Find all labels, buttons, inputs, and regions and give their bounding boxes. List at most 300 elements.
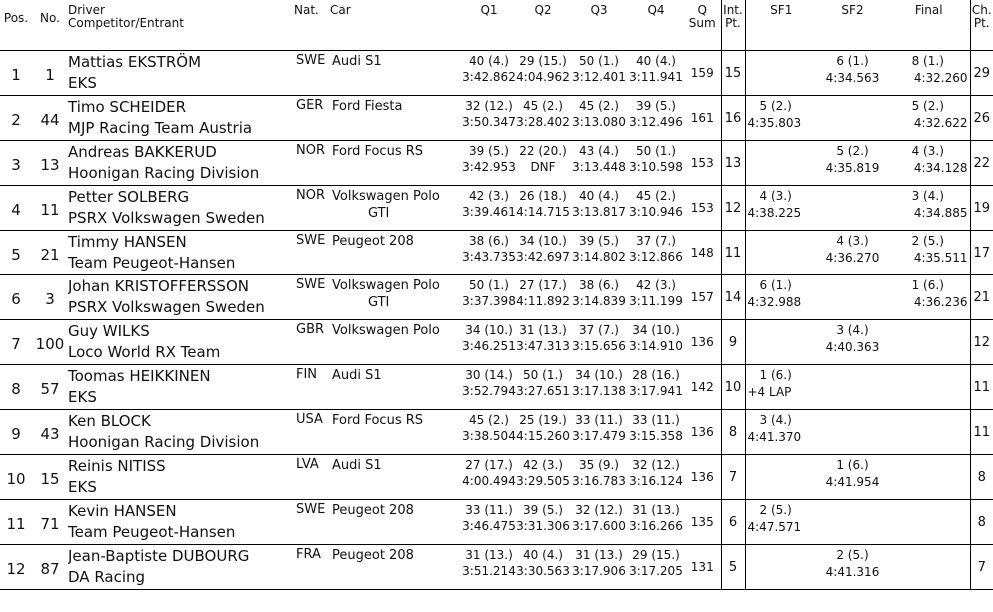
- heat-time: 3:15.656: [572, 339, 626, 354]
- col-q3: Q3: [570, 0, 628, 51]
- heat-time: 3:17.205: [629, 563, 683, 578]
- intermediate-points: 6: [721, 499, 745, 544]
- semi-final-2: [817, 275, 888, 320]
- championship-points: 7: [970, 544, 993, 589]
- car-number: 44: [32, 95, 68, 140]
- sf2-time: 4:40.363: [825, 340, 880, 355]
- heat-q1: [462, 185, 516, 230]
- heat-q2: [516, 140, 570, 185]
- col-int-label-1: Int.: [723, 3, 743, 17]
- col-car: Car: [330, 0, 462, 51]
- heat-q4: [628, 365, 684, 410]
- nationality: SWE: [294, 51, 330, 96]
- car-cell: [330, 544, 462, 589]
- entrant-name: Hoonigan Racing Division: [68, 433, 260, 452]
- heat-q3: [570, 185, 628, 230]
- heat-points: 38 (6.): [469, 233, 509, 248]
- final-time: 4:36.236: [913, 295, 968, 310]
- heat-points: 40 (4.): [579, 188, 619, 203]
- car-model: Peugeot 208: [332, 547, 414, 563]
- position: 7: [0, 320, 32, 365]
- sf2-time: 4:35.819: [825, 160, 880, 175]
- heat-points: 27 (17.): [519, 278, 567, 293]
- heat-q2: [516, 185, 570, 230]
- heat-time: 3:30.563: [516, 563, 570, 578]
- nationality: NOR: [294, 140, 330, 185]
- heat-time: 3:28.402: [516, 114, 570, 129]
- final-result: [888, 275, 970, 320]
- car-cell: [330, 410, 462, 455]
- heat-points: 45 (2.): [469, 413, 509, 428]
- car-cell: [330, 320, 462, 365]
- qualifying-sum: 136: [684, 410, 721, 455]
- driver-cell: [68, 95, 294, 140]
- heat-points: 38 (6.): [579, 278, 619, 293]
- final-result: [888, 185, 970, 230]
- heat-points: 33 (11.): [632, 413, 680, 428]
- nationality: LVA: [294, 455, 330, 500]
- header-row: [0, 0, 993, 51]
- heat-points: 31 (13.): [632, 502, 680, 517]
- car-number: 87: [32, 544, 68, 589]
- semi-final-2: [817, 499, 888, 544]
- heat-points: 35 (9.): [579, 458, 619, 473]
- sf2-points: 6 (1.): [836, 54, 869, 68]
- sf1-points: 3 (4.): [759, 413, 792, 428]
- intermediate-points: 10: [721, 365, 745, 410]
- sf2-time: 4:41.316: [825, 564, 880, 579]
- table-row: [0, 140, 993, 185]
- heat-q2: [516, 51, 570, 96]
- car-model: Volkswagen Polo: [332, 188, 440, 204]
- heat-q3: [570, 275, 628, 320]
- heat-points: 28 (16.): [632, 368, 680, 383]
- sf1-time: 4:38.225: [747, 205, 802, 220]
- intermediate-points: 5: [721, 544, 745, 589]
- heat-points: 50 (1.): [579, 54, 619, 68]
- heat-q2: [516, 544, 570, 589]
- heat-q1: [462, 51, 516, 96]
- col-qsum-label-2: Sum: [688, 16, 716, 30]
- heat-time: 3:42.697: [516, 249, 570, 264]
- heat-points: 40 (4.): [636, 54, 676, 68]
- sf1-points: 6 (1.): [759, 278, 792, 293]
- heat-points: 29 (15.): [632, 547, 680, 562]
- heat-q3: [570, 365, 628, 410]
- driver-name: Guy WILKS: [68, 322, 150, 341]
- heat-points: 34 (10.): [465, 323, 513, 338]
- intermediate-points: 8: [721, 410, 745, 455]
- heat-points: 42 (3.): [636, 278, 676, 293]
- driver-cell: [68, 140, 294, 185]
- col-driver-label: Driver: [68, 3, 105, 17]
- col-q1: Q1: [462, 0, 516, 51]
- heat-q1: [462, 410, 516, 455]
- car-model: Volkswagen Polo: [332, 323, 440, 339]
- heat-q4: [628, 275, 684, 320]
- final-time: 4:32.622: [913, 115, 968, 130]
- championship-points: 12: [970, 320, 993, 365]
- heat-points: 31 (13.): [465, 547, 513, 562]
- driver-cell: [68, 185, 294, 230]
- car-model: Volkswagen Polo: [332, 278, 440, 294]
- heat-points: 32 (12.): [465, 98, 513, 113]
- table-row: [0, 320, 993, 365]
- car-number: 100: [32, 320, 68, 365]
- car-model-line2: GTI: [368, 295, 390, 311]
- heat-points: 42 (3.): [469, 188, 509, 203]
- heat-time: 3:50.347: [462, 114, 516, 129]
- nationality: GER: [294, 95, 330, 140]
- semi-final-2: [817, 95, 888, 140]
- heat-points: 27 (17.): [465, 458, 513, 473]
- driver-name: Toomas HEIKKINEN: [68, 367, 211, 386]
- semi-final-1: [745, 365, 817, 410]
- sf1-time: 4:32.988: [747, 295, 802, 310]
- table-row: [0, 51, 993, 96]
- heat-time: 3:51.214: [462, 563, 516, 578]
- final-result: [888, 230, 970, 275]
- car-number: 3: [32, 275, 68, 320]
- heat-time: 3:13.080: [572, 114, 626, 129]
- heat-q3: [570, 230, 628, 275]
- heat-q3: [570, 95, 628, 140]
- heat-q4: [628, 140, 684, 185]
- entrant-name: MJP Racing Team Austria: [68, 118, 253, 137]
- championship-points: 11: [970, 365, 993, 410]
- heat-q1: [462, 320, 516, 365]
- car-cell: [330, 140, 462, 185]
- heat-time: 3:13.817: [572, 204, 626, 219]
- col-driver: [68, 0, 294, 51]
- heat-q1: [462, 95, 516, 140]
- position: 1: [0, 51, 32, 96]
- heat-q3: [570, 140, 628, 185]
- car-number: 71: [32, 499, 68, 544]
- semi-final-1: [745, 275, 817, 320]
- col-no: No.: [32, 0, 68, 51]
- heat-time: 4:11.892: [516, 294, 570, 309]
- final-points: 8 (1.): [911, 54, 944, 68]
- qualifying-sum: 142: [684, 365, 721, 410]
- heat-q1: [462, 455, 516, 500]
- heat-points: 50 (1.): [636, 143, 676, 158]
- car-model: Ford Fiesta: [332, 98, 403, 114]
- intermediate-points: 7: [721, 455, 745, 500]
- heat-time: 3:42.862: [462, 70, 516, 84]
- position: 5: [0, 230, 32, 275]
- semi-final-2: [817, 410, 888, 455]
- heat-q3: [570, 51, 628, 96]
- car-model: Peugeot 208: [332, 233, 414, 249]
- sf2-points: 4 (3.): [836, 233, 869, 248]
- heat-points: 43 (4.): [579, 143, 619, 158]
- semi-final-1: [745, 230, 817, 275]
- heat-q4: [628, 499, 684, 544]
- heat-time: 3:37.398: [462, 294, 516, 309]
- qualifying-sum: 148: [684, 230, 721, 275]
- heat-time: 3:43.735: [462, 249, 516, 264]
- heat-points: 39 (5.): [469, 143, 509, 158]
- heat-time: 3:11.199: [629, 294, 683, 309]
- heat-time: 3:52.794: [462, 384, 516, 399]
- heat-time: 3:27.651: [516, 384, 570, 399]
- intermediate-points: 14: [721, 275, 745, 320]
- sf2-points: 5 (2.): [836, 143, 869, 158]
- heat-time: 3:11.941: [629, 70, 683, 84]
- driver-cell: [68, 499, 294, 544]
- position: 6: [0, 275, 32, 320]
- intermediate-points: 15: [721, 51, 745, 96]
- heat-points: 31 (13.): [575, 547, 623, 562]
- heat-q4: [628, 95, 684, 140]
- table-row: [0, 544, 993, 589]
- final-result: [888, 455, 970, 500]
- intermediate-points: 16: [721, 95, 745, 140]
- car-model: Ford Focus RS: [332, 413, 424, 429]
- col-int-label-2: Pt.: [725, 16, 741, 30]
- heat-points: 34 (10.): [632, 323, 680, 338]
- semi-final-1: [745, 140, 817, 185]
- championship-points: 19: [970, 185, 993, 230]
- position: 10: [0, 455, 32, 500]
- championship-points: 22: [970, 140, 993, 185]
- sf2-time: 4:41.954: [825, 475, 880, 490]
- heat-q1: [462, 499, 516, 544]
- nationality: SWE: [294, 230, 330, 275]
- heat-time: DNF: [530, 159, 556, 174]
- heat-q4: [628, 185, 684, 230]
- final-result: [888, 544, 970, 589]
- heat-q2: [516, 455, 570, 500]
- sf1-points: 4 (3.): [759, 188, 792, 203]
- heat-time: 3:10.946: [629, 204, 683, 219]
- heat-time: 4:14.715: [516, 204, 570, 219]
- driver-name: Ken BLOCK: [68, 412, 151, 431]
- heat-time: 3:14.839: [572, 294, 626, 309]
- intermediate-points: 13: [721, 140, 745, 185]
- driver-cell: [68, 275, 294, 320]
- heat-time: 3:17.941: [629, 384, 683, 399]
- heat-points: 40 (4.): [469, 54, 509, 68]
- heat-q3: [570, 455, 628, 500]
- heat-points: 32 (12.): [575, 502, 623, 517]
- heat-time: 4:15.260: [516, 429, 570, 444]
- driver-cell: [68, 544, 294, 589]
- entrant-name: EKS: [68, 388, 97, 407]
- driver-name: Kevin HANSEN: [68, 501, 177, 520]
- qualifying-sum: 135: [684, 499, 721, 544]
- heat-q4: [628, 455, 684, 500]
- semi-final-1: [745, 499, 817, 544]
- championship-points: 29: [970, 51, 993, 96]
- driver-name: Jean-Baptiste DUBOURG: [68, 546, 250, 565]
- driver-name: Reinis NITISS: [68, 457, 166, 476]
- entrant-name: PSRX Volkswagen Sweden: [68, 298, 265, 317]
- nationality: FRA: [294, 544, 330, 589]
- car-cell: [330, 365, 462, 410]
- championship-points: 17: [970, 230, 993, 275]
- final-time: 4:34.128: [913, 160, 968, 175]
- final-result: [888, 410, 970, 455]
- final-time: 4:34.885: [913, 205, 968, 220]
- final-time: 4:35.511: [913, 250, 968, 265]
- table-row: [0, 95, 993, 140]
- heat-time: 3:12.401: [572, 70, 626, 84]
- car-model: Audi S1: [332, 458, 382, 474]
- intermediate-points: 12: [721, 185, 745, 230]
- entrant-name: PSRX Volkswagen Sweden: [68, 208, 265, 227]
- car-cell: [330, 51, 462, 96]
- championship-points: 26: [970, 95, 993, 140]
- heat-points: 39 (5.): [636, 98, 676, 113]
- heat-q1: [462, 365, 516, 410]
- heat-q2: [516, 410, 570, 455]
- heat-q2: [516, 275, 570, 320]
- semi-final-1: [745, 95, 817, 140]
- heat-q4: [628, 320, 684, 365]
- col-ch: [970, 0, 993, 51]
- heat-time: 3:13.448: [572, 159, 626, 174]
- heat-q4: [628, 544, 684, 589]
- table-row: [0, 185, 993, 230]
- heat-q3: [570, 320, 628, 365]
- heat-time: 3:31.306: [516, 518, 570, 533]
- car-cell: [330, 185, 462, 230]
- final-result: [888, 51, 970, 96]
- heat-points: 42 (3.): [523, 458, 563, 473]
- position: 11: [0, 499, 32, 544]
- heat-time: 3:17.138: [572, 384, 626, 399]
- position: 2: [0, 95, 32, 140]
- semi-final-2: [817, 140, 888, 185]
- heat-time: 3:47.313: [516, 339, 570, 354]
- heat-points: 26 (18.): [519, 188, 567, 203]
- heat-points: 37 (7.): [636, 233, 676, 248]
- sf1-time: +4 LAP: [747, 385, 792, 400]
- qualifying-sum: 157: [684, 275, 721, 320]
- sf1-time: 4:41.370: [747, 430, 802, 445]
- driver-cell: [68, 320, 294, 365]
- heat-points: 45 (2.): [523, 98, 563, 113]
- heat-q2: [516, 95, 570, 140]
- heat-time: 3:38.504: [462, 429, 516, 444]
- car-cell: [330, 230, 462, 275]
- heat-time: 3:15.358: [629, 429, 683, 444]
- championship-points: 8: [970, 499, 993, 544]
- driver-cell: [68, 51, 294, 96]
- heat-q3: [570, 410, 628, 455]
- entrant-name: EKS: [68, 478, 97, 497]
- col-sf1: SF1: [745, 0, 817, 51]
- nationality: USA: [294, 410, 330, 455]
- heat-time: 3:10.598: [629, 159, 683, 174]
- heat-time: 3:46.475: [462, 518, 516, 533]
- position: 4: [0, 185, 32, 230]
- final-result: [888, 499, 970, 544]
- heat-q1: [462, 544, 516, 589]
- semi-final-1: [745, 320, 817, 365]
- heat-q1: [462, 230, 516, 275]
- car-cell: [330, 455, 462, 500]
- nationality: SWE: [294, 499, 330, 544]
- semi-final-2: [817, 320, 888, 365]
- driver-name: Petter SOLBERG: [68, 187, 190, 206]
- heat-points: 39 (5.): [579, 233, 619, 248]
- col-pos: Pos.: [0, 0, 32, 51]
- final-points: 2 (5.): [911, 233, 944, 248]
- driver-cell: [68, 410, 294, 455]
- car-model-line2: GTI: [368, 205, 390, 221]
- heat-points: 34 (10.): [519, 233, 567, 248]
- heat-q4: [628, 230, 684, 275]
- heat-time: 3:17.906: [572, 563, 626, 578]
- car-model: Peugeot 208: [332, 502, 414, 518]
- heat-q2: [516, 320, 570, 365]
- heat-points: 25 (19.): [519, 413, 567, 428]
- qualifying-sum: 131: [684, 544, 721, 589]
- position: 12: [0, 544, 32, 589]
- table-row: [0, 230, 993, 275]
- heat-q3: [570, 499, 628, 544]
- intermediate-points: 11: [721, 230, 745, 275]
- car-cell: [330, 95, 462, 140]
- final-points: 5 (2.): [911, 98, 944, 113]
- sf1-points: 2 (5.): [759, 502, 792, 517]
- final-points: 1 (6.): [911, 278, 944, 293]
- col-ch-label-1: Ch.: [971, 3, 992, 17]
- heat-points: 33 (11.): [575, 413, 623, 428]
- qualifying-sum: 153: [684, 185, 721, 230]
- heat-time: 3:39.461: [462, 204, 516, 219]
- col-q2: Q2: [516, 0, 570, 51]
- car-model: Audi S1: [332, 54, 382, 69]
- driver-name: Mattias EKSTRÖM: [68, 53, 202, 71]
- heat-points: 40 (4.): [523, 547, 563, 562]
- heat-q3: [570, 544, 628, 589]
- heat-q1: [462, 275, 516, 320]
- car-number: 21: [32, 230, 68, 275]
- nationality: SWE: [294, 275, 330, 320]
- championship-points: 11: [970, 410, 993, 455]
- table-row: [0, 365, 993, 410]
- nationality: NOR: [294, 185, 330, 230]
- car-number: 1: [32, 51, 68, 96]
- entrant-name: Team Peugeot-Hansen: [68, 253, 236, 272]
- entrant-name: Hoonigan Racing Division: [68, 163, 260, 182]
- heat-time: 3:12.496: [629, 114, 683, 129]
- col-qsum-label-1: Q: [697, 3, 707, 17]
- table-row: [0, 455, 993, 500]
- col-int: [721, 0, 745, 51]
- semi-final-2: [817, 51, 888, 96]
- final-result: [888, 365, 970, 410]
- car-number: 15: [32, 455, 68, 500]
- heat-points: 45 (2.): [579, 98, 619, 113]
- entrant-name: DA Racing: [68, 567, 146, 586]
- table-row: [0, 410, 993, 455]
- heat-time: 3:16.783: [572, 474, 626, 489]
- driver-cell: [68, 365, 294, 410]
- qualifying-sum: 136: [684, 320, 721, 365]
- sf1-points: 5 (2.): [759, 98, 792, 113]
- car-number: 13: [32, 140, 68, 185]
- semi-final-2: [817, 544, 888, 589]
- heat-q4: [628, 410, 684, 455]
- heat-points: 22 (20.): [519, 143, 567, 158]
- heat-time: 3:16.124: [629, 474, 683, 489]
- heat-time: 3:14.910: [629, 339, 683, 354]
